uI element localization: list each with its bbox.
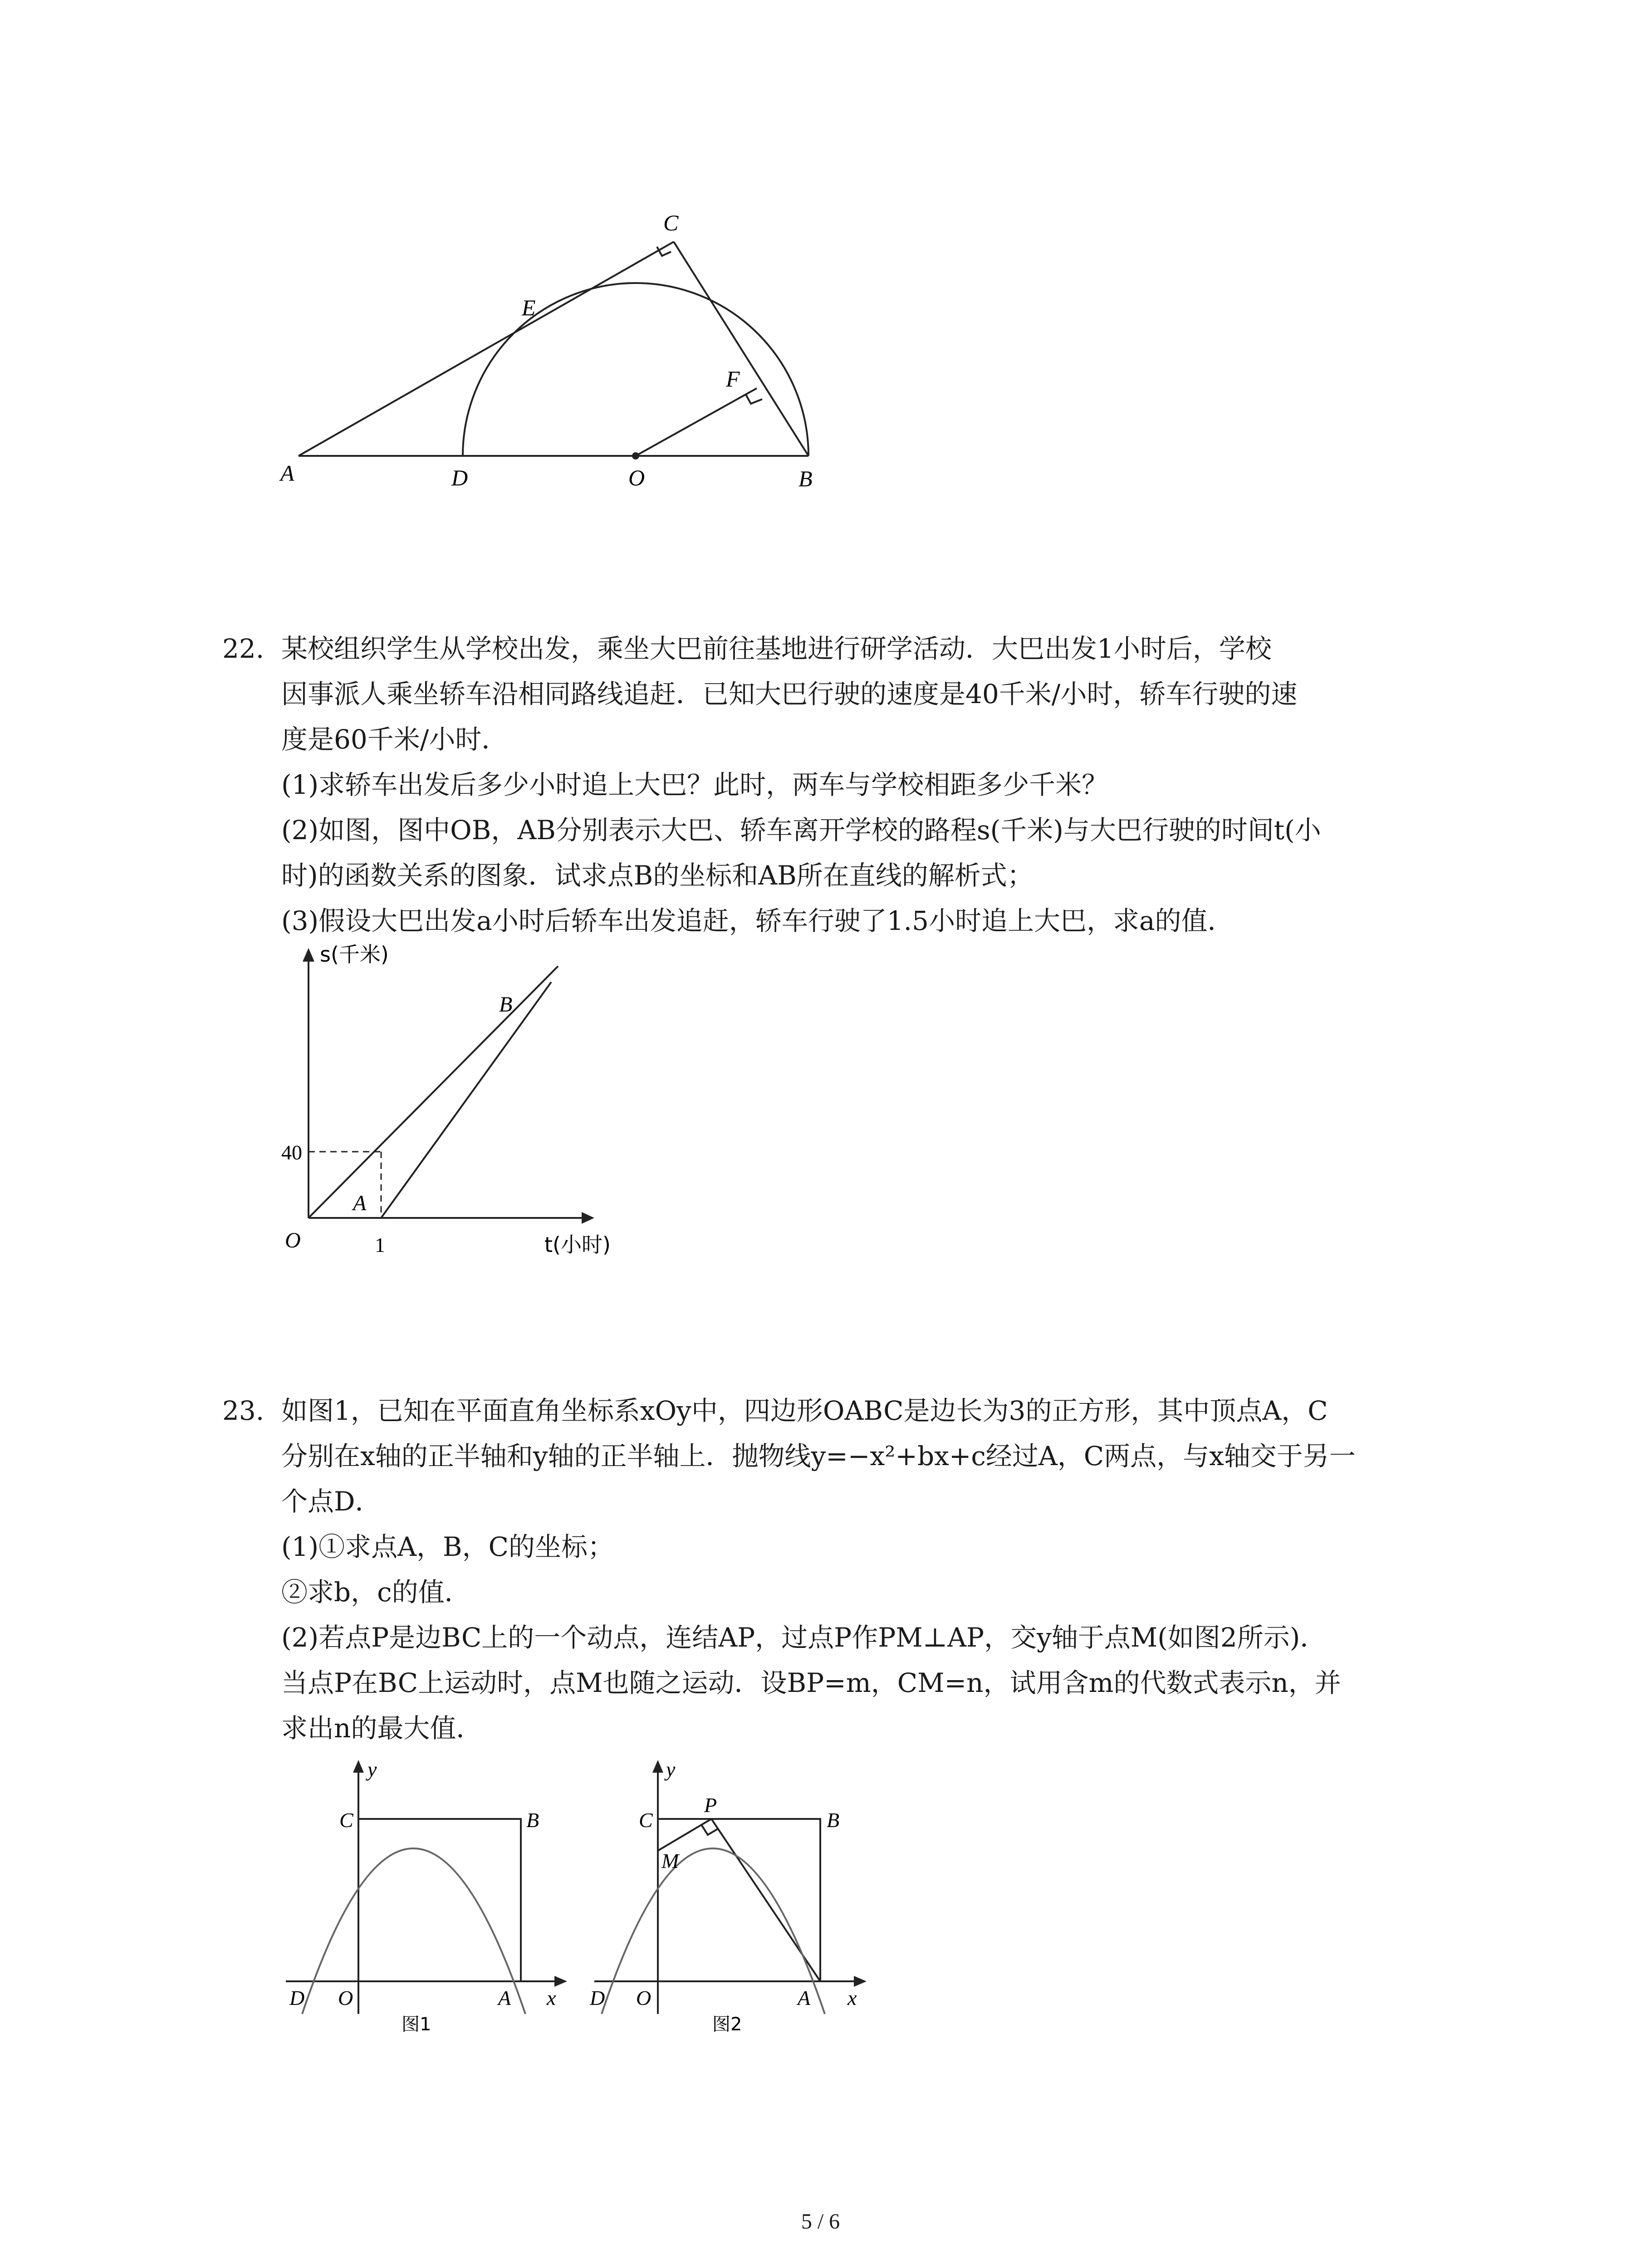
x-tick-1: 1 — [375, 1233, 385, 1256]
y-axis-label: y — [367, 1758, 377, 1781]
question-number: 22. — [222, 633, 265, 664]
question-part-2: (2)如图，图中OB，AB分别表示大巴、轿车离开学校的路程s(千米)与大巴行驶的时间t(小 — [281, 815, 1321, 846]
origin-label: O — [285, 1228, 301, 1252]
question-part-1: (1)求轿车出发后多少小时追上大巴？此时，两车与学校相距多少千米？ — [281, 769, 1108, 800]
question-text-line: 个点D． — [281, 1486, 382, 1517]
question-part-2: (2)若点P是边BC上的一个动点，连结AP，过点P作PM⊥AP，交y轴于点M(如图2所示)． — [281, 1622, 1327, 1653]
label-F: F — [726, 366, 740, 391]
label-A: A — [798, 1986, 811, 2009]
label-P: P — [704, 1794, 717, 1817]
question-23 — [222, 1388, 1456, 1751]
page-number: 5 / 6 — [801, 2209, 840, 2234]
point-B-label: B — [499, 992, 513, 1017]
point-A-label: A — [353, 1191, 367, 1215]
question-part-2-cont: 求出n的最大值． — [281, 1713, 483, 1744]
label-O: O — [636, 1986, 652, 2009]
label-D: D — [289, 1986, 305, 2009]
distance-time-graph — [272, 934, 644, 1266]
label-C: C — [663, 210, 679, 235]
label-B: B — [827, 1809, 840, 1832]
label-E: E — [522, 295, 536, 320]
parabola-figure-1 — [277, 1760, 576, 2041]
question-text-line: 因事派人乘坐轿车沿相同路线追赶．已知大巴行驶的速度是40千米/小时，轿车行驶的速 — [281, 679, 1298, 709]
label-A: A — [498, 1986, 511, 2009]
label-C: C — [639, 1809, 653, 1832]
label-C: C — [339, 1809, 353, 1832]
y-tick-40: 40 — [281, 1141, 302, 1164]
parabola-figure-2 — [585, 1760, 885, 2041]
question-text-line: 某校组织学生从学校出发，乘坐大巴前往基地进行研学活动．大巴出发1小时后，学校 — [281, 633, 1272, 664]
question-number: 23. — [222, 1395, 265, 1426]
question-text-line: 分别在x轴的正半轴和y轴的正半轴上．抛物线y=−x²+bx+c经过A，C两点，与x轴交于另一 — [281, 1441, 1356, 1471]
question-part-2-cont: 时)的函数关系的图象．试求点B的坐标和AB所在直线的解析式； — [281, 860, 1034, 891]
question-part-3: (3)假设大巴出发a小时后轿车出发追赶，轿车行驶了1.5小时追上大巴，求a的值． — [281, 905, 1234, 936]
y-axis-label: s(千米) — [320, 942, 389, 967]
question-part-1-b: ②求b，c的值． — [281, 1577, 471, 1608]
semicircle-triangle-figure — [272, 209, 844, 499]
question-part-1: (1)①求点A，B，C的坐标； — [281, 1531, 614, 1562]
y-axis-label: y — [666, 1758, 676, 1781]
label-O: O — [338, 1986, 353, 2009]
question-text-line: 如图1，已知在平面直角坐标系xOy中，四边形OABC是边长为3的正方形，其中顶点A，C — [281, 1395, 1328, 1426]
label-M: M — [661, 1849, 679, 1872]
label-A: A — [280, 460, 294, 486]
figure-1-caption: 图1 — [402, 2014, 431, 2035]
x-axis-label: x — [847, 1986, 857, 2009]
x-axis-label: x — [547, 1986, 556, 2009]
label-O: O — [628, 465, 645, 490]
question-text-line: 度是60千米/小时． — [281, 724, 508, 755]
figure-2-caption: 图2 — [712, 2014, 742, 2035]
label-B: B — [526, 1809, 539, 1832]
label-B: B — [798, 466, 813, 491]
x-axis-label: t(小时) — [544, 1232, 611, 1257]
question-part-2-cont: 当点P在BC上运动时，点M也随之运动．设BP=m，CM=n，试用含m的代数式表示n，并 — [281, 1667, 1341, 1698]
label-D: D — [451, 465, 468, 490]
question-22 — [222, 626, 1456, 943]
label-D: D — [590, 1986, 605, 2009]
